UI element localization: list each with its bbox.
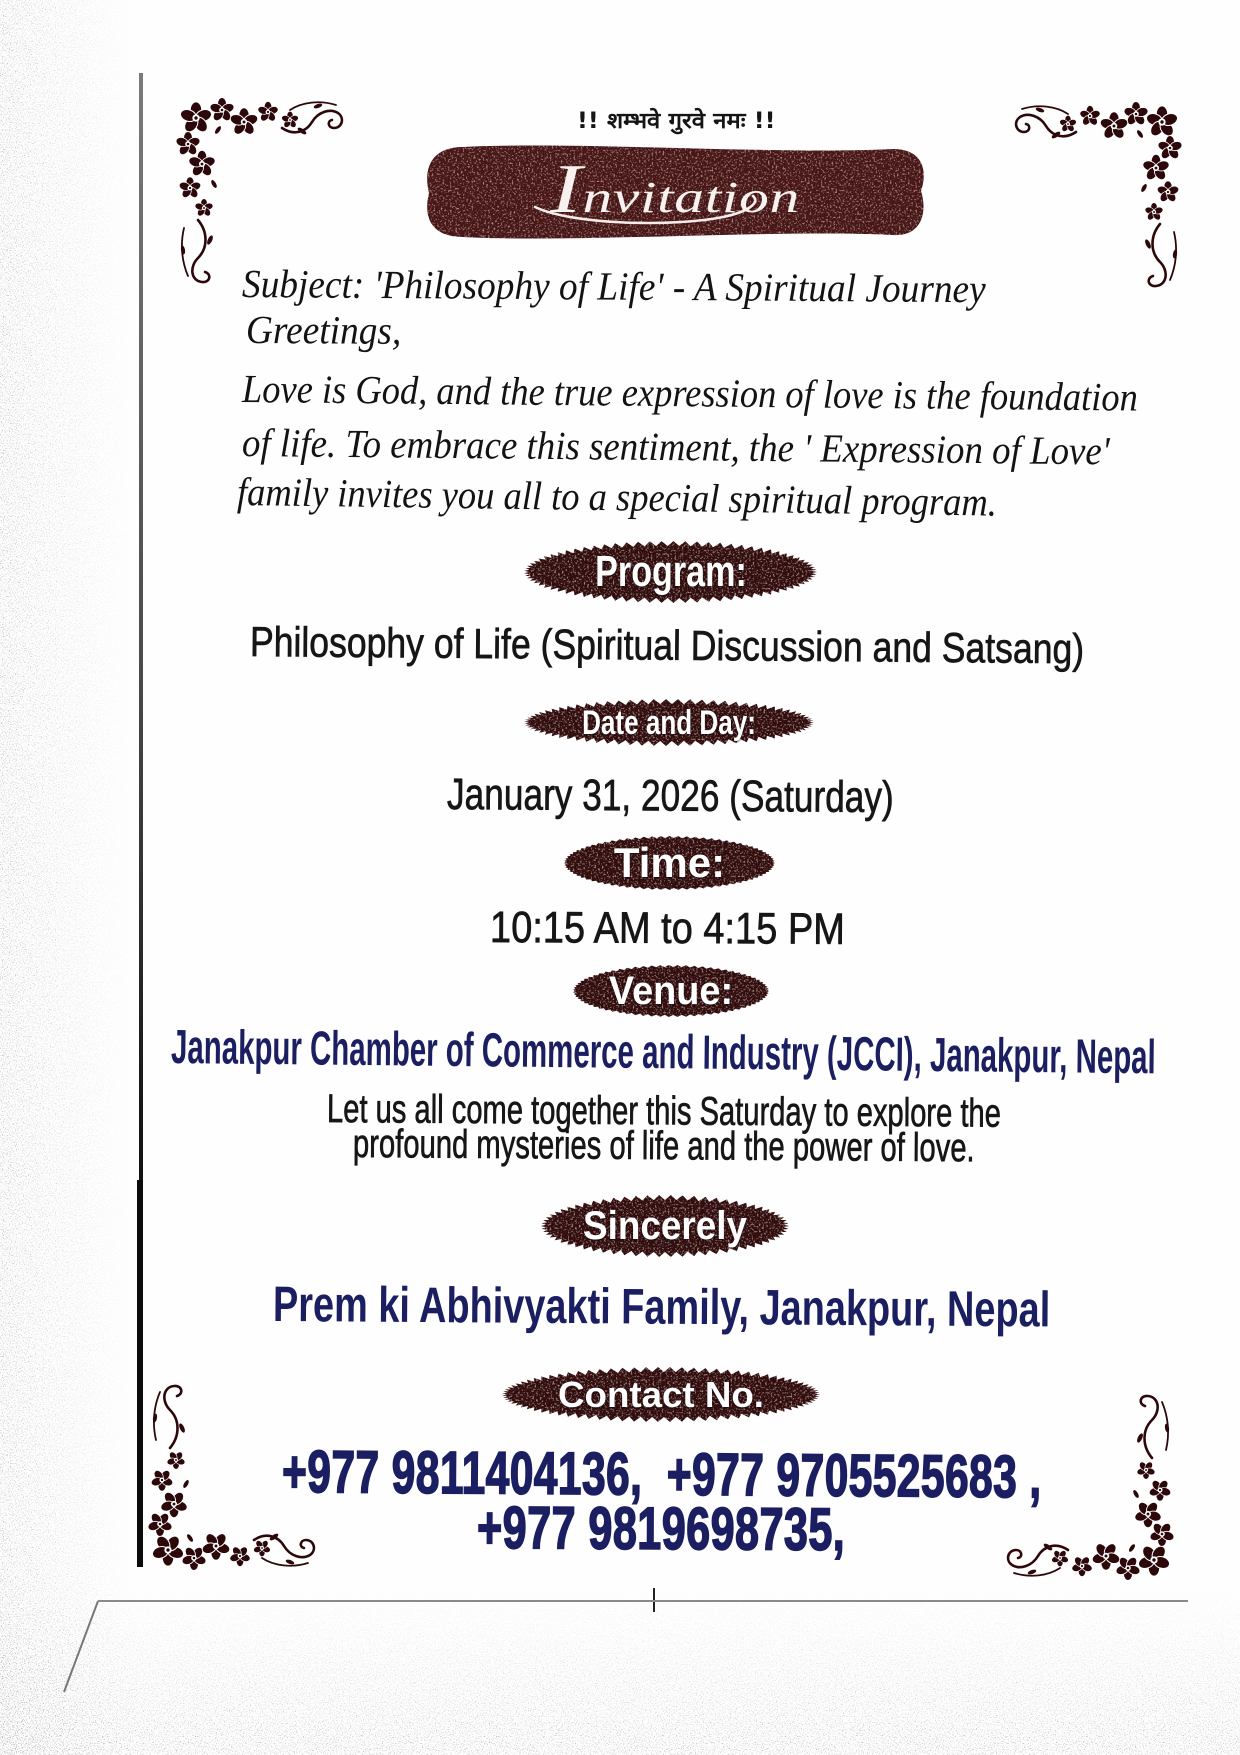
date-value: January 31, 2026 (Saturday) xyxy=(446,770,894,823)
contact-numbers-line-1: +977 9811404136, +977 9705525683 , xyxy=(281,1438,1042,1511)
invocation-line: !! शम्भवे गुरवे नमः !! xyxy=(577,109,776,134)
program-value: Philosophy of Life (Spiritual Discussion and Satsang) xyxy=(249,618,1085,673)
page-left-border-heavy xyxy=(137,1180,143,1567)
venue-label: Venue: xyxy=(608,969,734,1013)
program-label: Program: xyxy=(594,547,747,596)
body-line-2: of life. To embrace this sentiment, the ' Expression of Love' xyxy=(241,420,1110,474)
page-bottom-edge xyxy=(98,1600,1188,1602)
organizer-name: Prem ki Abhivyakti Family, Janakpur, Nepal xyxy=(272,1276,1051,1338)
sincerely-label: Sincerely xyxy=(583,1204,747,1248)
closing-message-line-1: Let us all come together this Saturday to explore the xyxy=(326,1087,1002,1136)
subject-line: Subject: 'Philosophy of Life' - A Spiritual Journey xyxy=(241,261,986,312)
greeting-line: Greetings, xyxy=(245,307,402,353)
contact-numbers-line-2: +977 9819698735, xyxy=(476,1494,846,1563)
floral-corner-icon-top-right xyxy=(1010,104,1180,294)
closing-message-line-2: profound mysteries of life and the power of love. xyxy=(352,1122,975,1171)
time-badge xyxy=(564,836,775,890)
body-line-1: Love is God, and the true expression of love is the foundation xyxy=(241,366,1139,420)
contact-label: Contact No. xyxy=(558,1373,764,1415)
time-label: Time: xyxy=(613,839,726,886)
time-value: 10:15 AM to 4:15 PM xyxy=(489,903,846,954)
contact-badge xyxy=(502,1367,820,1422)
venue-value: Janakpur Chamber of Commerce and Industry (JCCI), Janakpur, Nepal xyxy=(170,1021,1157,1085)
sincerely-badge xyxy=(541,1195,789,1257)
venue-badge xyxy=(573,965,769,1017)
invitation-title: Invitation xyxy=(549,149,800,228)
body-line-3: family invites you all to a special spiritual program. xyxy=(236,469,998,525)
invitation-banner xyxy=(423,141,926,243)
program-badge xyxy=(524,541,817,603)
date-label: Date and Day: xyxy=(582,703,756,742)
date-badge xyxy=(524,699,814,746)
